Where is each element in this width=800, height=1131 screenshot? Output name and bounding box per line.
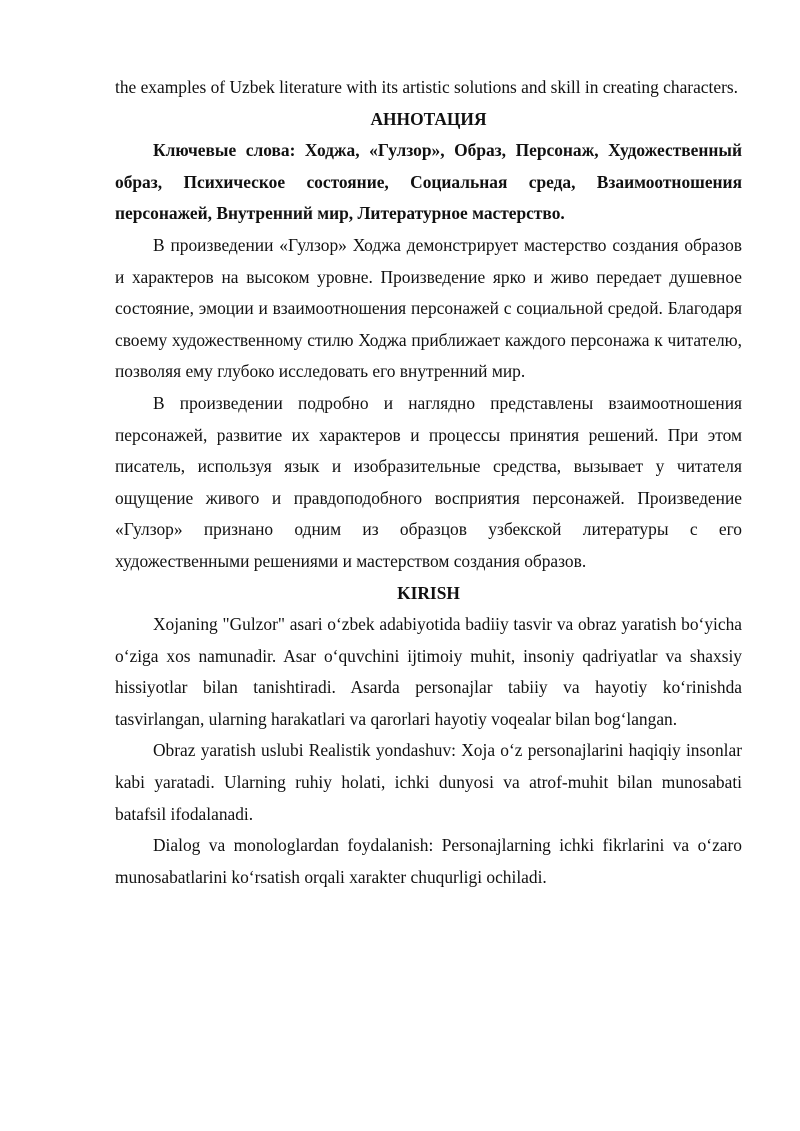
kirish-heading: KIRISH [397, 582, 460, 603]
annotation-heading: АННОТАЦИЯ [370, 108, 487, 129]
intro-tail-paragraph: the examples of Uzbek literature with its artistic solutions and skill in creating characters. [115, 77, 738, 97]
document-page [115, 72, 742, 893]
annotation-paragraph-1: В произведении «Гулзор» Ходжа демонстрирует мастерство создания образов и характеров на высоком уровне. Произведение ярко и живо передает душевное состояние, эмоции и взаимоотношения персонажей с социальной средой. Благодаря своему художественному стилю Ходжа приближает каждого персонажа к читателю, позволяя ему глубоко исследовать его внутренний мир. [115, 234, 742, 382]
annotation-paragraph-2: В произведении подробно и наглядно представлены взаимоотношения персонажей, развитие их характеров и процессы принятия решений. При этом писатель, используя язык и изобразительные средства, вызывает у читателя ощущение живого и правдоподобного восприятия персонажей. Произведение «Гулзор» признано одним из образцов узбекской литературы с его художественными решениями и мастерством создания образов. [115, 392, 742, 571]
keywords-paragraph: Ключевые слова: Ходжа, «Гулзор», Образ, Персонаж, Художественный образ, Психическое состояние, Социальная среда, Взаимоотношения персонажей, Внутренний мир, Литературное мастерство. [115, 140, 742, 224]
kirish-paragraph-1: Xojaning "Gulzor" asari o‘zbek adabiyotida badiiy tasvir va obraz yaratish bo‘yicha o‘ziga xos namunadir. Asar o‘quvchini ijtimoiy muhit, insoniy qadriyatlar va shaxsiy hissiyotlar bilan tanishtiradi. Asarda personajlar tabiiy va hayotiy ko‘rinishda tasvirlangan, ularning harakatlari va qarorlari hayotiy voqealar bilan bog‘langan. [115, 614, 742, 729]
kirish-paragraph-3: Dialog va monologlardan foydalanish: Personajlarning ichki fikrlarini va o‘zaro munosabatlarini ko‘rsatish orqali xarakter chuqurligi ochiladi. [115, 835, 742, 887]
kirish-paragraph-2: Obraz yaratish uslubi Realistik yondashuv: Xoja o‘z personajlarini haqiqiy insonlar kabi yaratadi. Ularning ruhiy holati, ichki dunyosi va atrof-muhit bilan munosabati batafsil ifodalanadi. [115, 740, 742, 824]
